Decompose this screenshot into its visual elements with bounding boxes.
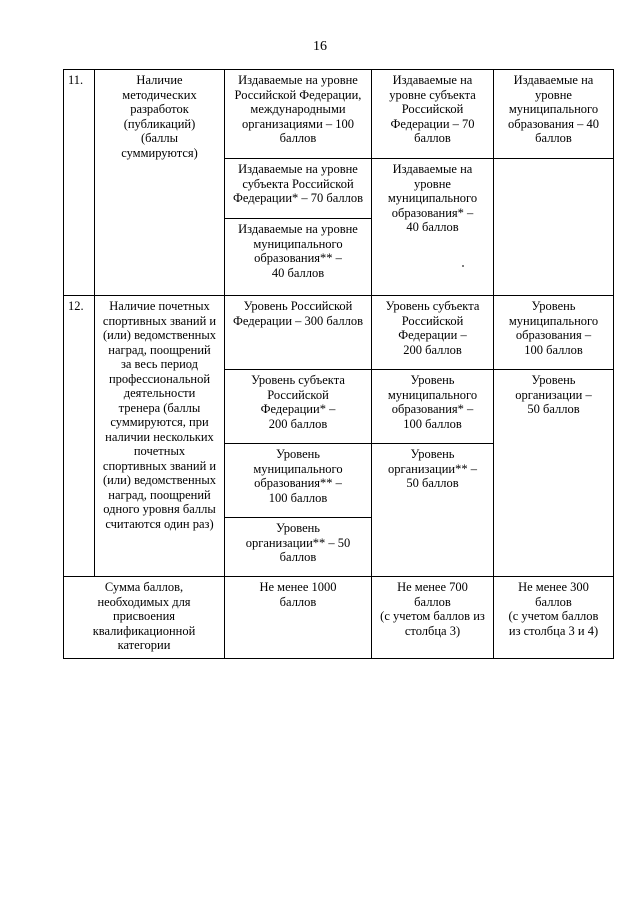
row-number: 12.	[64, 296, 95, 577]
total-row	[64, 577, 614, 659]
value-cell: Уровень организации** – 50 баллов	[372, 444, 494, 577]
row-number: 11.	[64, 70, 95, 296]
value-cell: Уровень муниципального образования* – 100 баллов	[372, 370, 494, 444]
value-cell: Уровень муниципального образования – 100 баллов	[494, 296, 614, 370]
value-cell: Издаваемые на уровне муниципального образования – 40 баллов	[494, 70, 614, 159]
value-cell: Уровень организации – 50 баллов	[494, 370, 614, 577]
value-cell: Уровень муниципального образования** – 100 баллов	[225, 444, 372, 518]
value-cell: Издаваемые на уровне субъекта Российской Федерации* – 70 баллов	[225, 159, 372, 219]
value-cell: Уровень Российской Федерации – 300 баллов	[225, 296, 372, 370]
value-cell: Издаваемые на уровне субъекта Российской Федерации – 70 баллов	[372, 70, 494, 159]
value-cell: Издаваемые на уровне Российской Федерации, международными организациями – 100 баллов	[225, 70, 372, 159]
total-value: Не менее 300 баллов (с учетом баллов из столбца 3 и 4)	[494, 577, 614, 659]
empty-cell	[494, 159, 614, 296]
value-cell: Уровень организации** – 50 баллов	[225, 518, 372, 577]
criterion-cell: Наличие почетных спортивных званий и (или) ведомственных наград, поощрений за весь период профессиональной деятельности тренера (баллы суммируются, при наличии нескольких почетных спортивных званий и (или) ведомственных наград, поощрений одного уровня баллы считаются один раз)	[95, 296, 225, 577]
table-row	[64, 70, 614, 159]
total-value: Не менее 700 баллов (с учетом баллов из столбца 3)	[372, 577, 494, 659]
page-number: 16	[313, 39, 327, 54]
value-cell: Издаваемые на уровне муниципального образования* – 40 баллов	[372, 159, 494, 296]
value-cell: Издаваемые на уровне муниципального образования** – 40 баллов	[225, 219, 372, 296]
criterion-cell: Наличие методических разработок (публикаций) (баллы суммируются)	[95, 70, 225, 296]
table-row	[64, 296, 614, 370]
qualification-criteria-table	[63, 69, 614, 659]
total-value: Не менее 1000 баллов	[225, 577, 372, 659]
scan-speck	[462, 265, 464, 267]
value-cell: Уровень субъекта Российской Федерации* – 200 баллов	[225, 370, 372, 444]
value-cell: Уровень субъекта Российской Федерации – 200 баллов	[372, 296, 494, 370]
total-label: Сумма баллов, необходимых для присвоения квалификационной категории	[64, 577, 225, 659]
